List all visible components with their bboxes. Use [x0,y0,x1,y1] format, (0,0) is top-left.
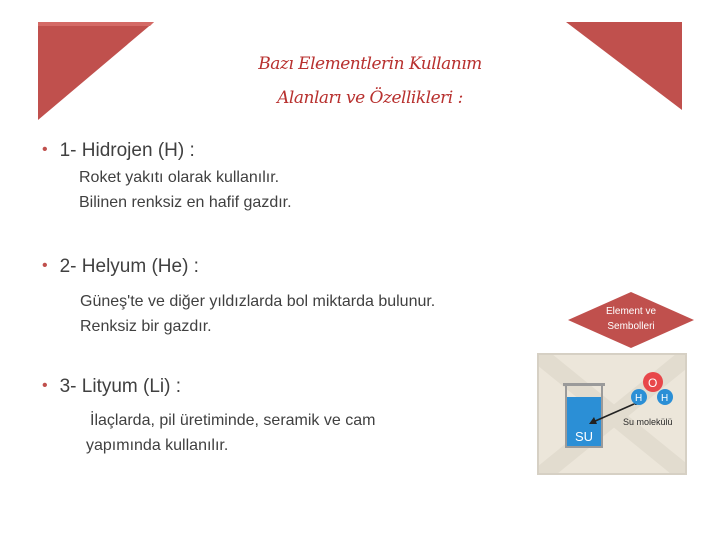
bullet-item-hydrogen [42,140,195,162]
bullet-dot-icon: • [42,141,48,158]
oxygen-label: O [648,376,658,390]
bullet-dot-icon: • [42,257,48,274]
sticker-line: Element ve [605,306,657,317]
description-line: Güneş'te ve diğer yıldızlarda bol miktarda bulunur. [80,293,436,310]
beaker-label: SU [575,429,594,444]
description-line: Renksiz bir gazdır. [80,318,212,335]
description-line: yapımında kullanılır. [86,437,229,454]
hydrogen-label: H [661,393,669,404]
hydrogen-label: H [635,393,643,404]
water-molecule-illustration [537,353,687,475]
item-heading: 1- Hidrojen (H) : [59,140,195,161]
molecule-label: Su molekülü [623,417,673,427]
description-line: Bilinen renksiz en hafif gazdır. [79,194,292,211]
item-description-helium [80,289,435,339]
bullet-item-helium [42,256,199,278]
bullet-item-lithium [42,376,181,398]
sticker-line: Sembolleri [607,321,655,332]
water-molecule-drawing [539,355,687,475]
slide-title-line2: Alanları ve Özellikleri : [277,88,463,108]
description-line: İlaçlarda, pil üretiminde, seramik ve cam [90,412,376,429]
item-description-lithium [86,408,376,458]
item-heading: 3- Lityum (Li) : [59,376,182,397]
bullet-dot-icon: • [42,377,48,394]
description-line: Roket yakıtı olarak kullanılır. [79,169,280,186]
slide-title-line1: Bazı Elementlerin Kullanım [258,54,482,74]
item-heading: 2- Helyum (He) : [59,256,199,277]
topic-sticker-label [568,304,694,334]
item-description-hydrogen [79,165,292,215]
